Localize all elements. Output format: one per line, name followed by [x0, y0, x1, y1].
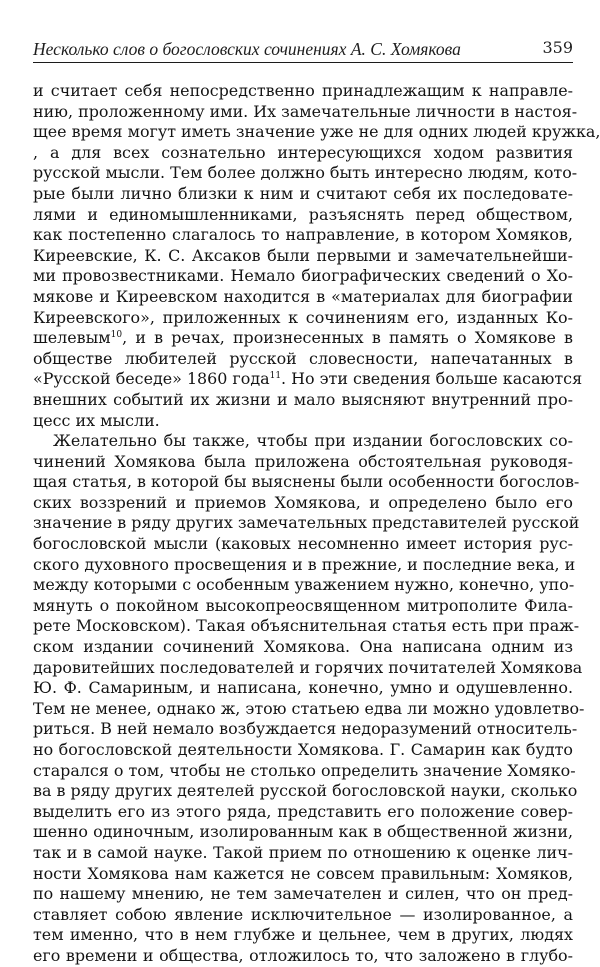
text-line: тем именно, что в нем глубже и цельнее, чем в других, людях [33, 925, 573, 945]
text-line [33, 369, 583, 390]
text-line: ском издании сочинений Хомякова. Она написана одним из [33, 637, 573, 657]
text-line: Киреевские, К. С. Аксаков были первыми и замечательнейши- [33, 245, 573, 265]
text-line: ми провозвестниками. Немало биографических сведений о Хо- [33, 266, 573, 286]
text-line: мянуть о покойном высокопреосвященном митрополите Фила- [33, 595, 573, 615]
text-line: так и в самой науке. Такой прием по отношению к оценке лич- [33, 842, 573, 862]
text-line: и считает себя непосредственно принадлежащим к направле- [33, 81, 573, 100]
text-line: богословской мысли (каковых несомненно имеет история рус- [33, 534, 573, 554]
text-line: лями и единомышленниками, разъяснять перед обществом, [33, 204, 573, 224]
text-line: выделить его из этого ряда, представить его положение совер- [33, 801, 573, 821]
text-fragment: щее время могут иметь значение уже не для одних людей кружка, [33, 122, 600, 142]
text-line: ского духовного просвещения и в прежние, и последние века, и [33, 554, 576, 574]
body-text [33, 81, 600, 967]
text-line: риться. В ней немало возбуждается недоразумений относитель- [33, 719, 578, 739]
text-line: старался о том, чтобы не столько определить значение Хомяко- [33, 760, 576, 780]
running-header-title: Несколько слов о богословских сочинениях А. С. Хомякова [33, 39, 461, 59]
text-line: Тем не менее, однако ж, этою статьею едва ли можно удовлетво- [33, 698, 585, 718]
text-line: между которыми с особенным уважением нужно, конечно, упо- [33, 575, 575, 595]
text-line: ских воззрений и приемов Хомякова, и определено было его [33, 492, 573, 512]
text-line: но богословской деятельности Хомякова. Г. Самарин как будто [33, 740, 573, 759]
text-fragment: шелевым [33, 328, 111, 348]
text-line: рете Московском). Такая объяснительная статья есть при праж- [33, 616, 580, 636]
text-line: значение в ряду других замечательных представителей русской [33, 513, 580, 533]
text-line [33, 143, 573, 164]
footnote-ref-10: 10 [110, 330, 123, 341]
text-line: обществе любителей русской словесности, напечатанных в [33, 348, 573, 368]
text-line [33, 122, 600, 143]
page-number: 359 [542, 38, 573, 57]
text-line: цесс их мысли. [33, 410, 160, 430]
text-fragment: . Но эти сведения больше касаются [281, 369, 583, 389]
footnote-ref-11: 11 [269, 371, 282, 382]
text-line: мякове и Киреевском находится в «материалах для биографии [33, 286, 573, 306]
text-line: Киреевского», приложенных к сочинениям его, изданных Ко- [33, 307, 573, 327]
text-fragment: «Русской беседе» 1860 года [33, 369, 270, 389]
text-line: чинений Хомякова была приложена обстоятельная руководя- [33, 451, 573, 471]
text-line: шенно одиночным, изолированным как в общественной жизни, [33, 822, 573, 842]
text-line: русской мысли. Тем более должно быть интересно людям, кото- [33, 163, 578, 183]
running-header [33, 34, 573, 63]
text-line: ности Хомякова нам кажется не совсем правильным: Хомяков, [33, 863, 573, 883]
text-line: как постепенно слагалось то направление, в котором Хомяков, [33, 225, 573, 245]
text-line: нию, проложенному ими. Их замечательные личности в настоя- [33, 101, 578, 121]
text-line: ставляет собою явление исключительное — изолированное, а [33, 904, 573, 924]
text-line: его времени и общества, отложилось то, что заложено в глубо- [33, 945, 573, 965]
text-line: ва в ряду других деятелей русской богословской науки, сколько [33, 781, 578, 801]
text-line: внешних событий их жизни и мало выясняют внутренний про- [33, 389, 573, 409]
text-line: рые были лично близки к ним и считают себя их последовате- [33, 183, 573, 203]
paragraph-first-line: Желательно бы также, чтобы при издании богословских со- [53, 431, 573, 451]
text-fragment: , и в речах, произнесенных в память о Хомякове в [122, 328, 573, 348]
text-line: даровитейших последователей и горячих почитателей Хомякова [33, 657, 583, 677]
text-line [33, 328, 573, 349]
text-fragment: , а для всех сознательно интересующихся ходом развития [33, 142, 573, 162]
text-line: щая статья, в которой бы выяснены были особенности богослов- [33, 472, 580, 492]
text-line: Ю. Ф. Самариным, и написана, конечно, умно и одушевленно. [33, 678, 573, 698]
text-line: по нашему мнению, не тем замечателен и силен, что он пред- [33, 884, 573, 904]
